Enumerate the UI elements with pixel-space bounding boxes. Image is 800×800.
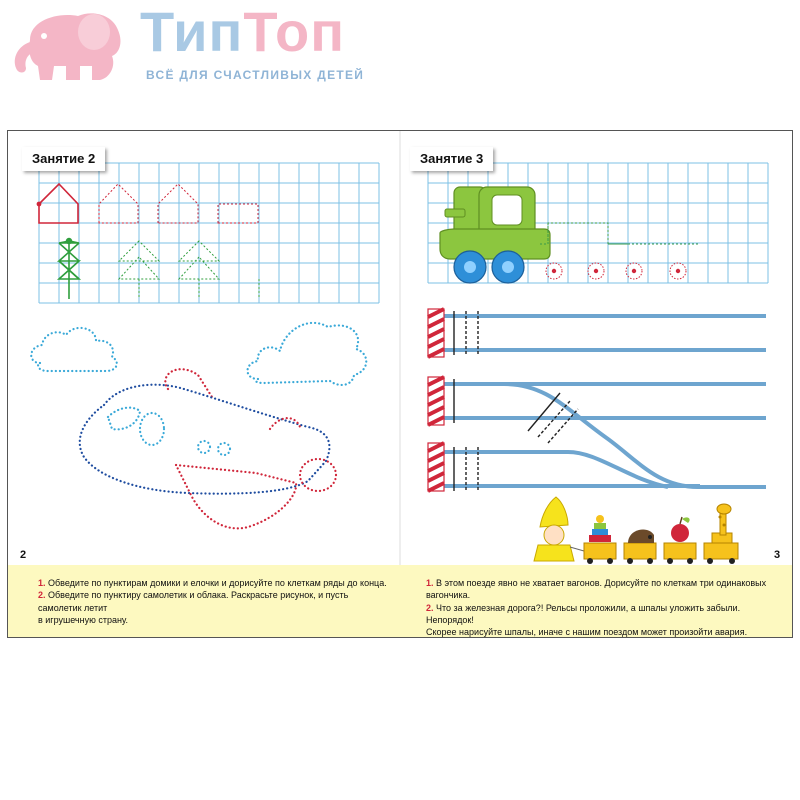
instruction-line: 2. Что за железная дорога?! Рельсы проложили, а шпалы уложить забыли. Непорядок! — [426, 602, 741, 625]
spread-artwork — [8, 131, 792, 637]
barrier-icon — [428, 443, 444, 491]
hedgehog-icon — [628, 529, 654, 543]
gnome-icon — [534, 497, 584, 561]
instruction-line: Скорее нарисуйте шпалы, иначе с нашим поездом может произойти авария. — [426, 627, 748, 638]
instruction-line: 2. Обведите по пунктиру самолетик и облака. Раскрасьте рисунок, и пусть самолетик летит — [38, 590, 349, 613]
lesson-title-left: Занятие 2 — [22, 147, 105, 171]
instructions-left — [38, 577, 388, 626]
rail-track — [444, 316, 766, 487]
brand-header — [0, 0, 800, 110]
wagon-wheels — [546, 263, 686, 279]
workbook-spread — [7, 130, 793, 638]
barrier-icon — [428, 377, 444, 425]
lesson-title-right: Занятие 3 — [410, 147, 493, 171]
instruction-line: 1. В этом поезде явно не хватает вагонов. Дорисуйте по клеткам три одинаковых вагончика. — [426, 578, 767, 601]
brand-subtitle: ВСЁ ДЛЯ СЧАСТЛИВЫХ ДЕТЕЙ — [146, 68, 365, 82]
instruction-line: в игрушечную страну. — [38, 614, 129, 625]
wagon-guides — [540, 223, 698, 244]
instructions-right — [426, 577, 786, 638]
tree-icon — [59, 239, 79, 299]
page-number-right: 3 — [774, 549, 781, 561]
instruction-line: 1. Обведите по пунктирам домики и елочки и дорисуйте по клеткам ряды до конца. — [38, 578, 387, 588]
airplane-icon — [80, 369, 336, 528]
giraffe-icon — [712, 504, 732, 543]
instruction-band — [8, 565, 792, 637]
page-number-left: 2 — [20, 549, 27, 561]
elephant-logo-icon — [0, 8, 130, 88]
locomotive-icon — [440, 187, 550, 283]
barrier-icon — [428, 309, 444, 357]
tree-icon — [119, 241, 259, 299]
pyramid-toy-icon — [589, 515, 611, 542]
cloud-icon — [31, 328, 117, 371]
toy-wagon-icon — [584, 543, 738, 559]
left-grid — [39, 163, 379, 303]
brand-title: ТипТоп — [140, 0, 346, 63]
cloud-icon — [248, 323, 367, 385]
apple-icon — [671, 517, 690, 542]
